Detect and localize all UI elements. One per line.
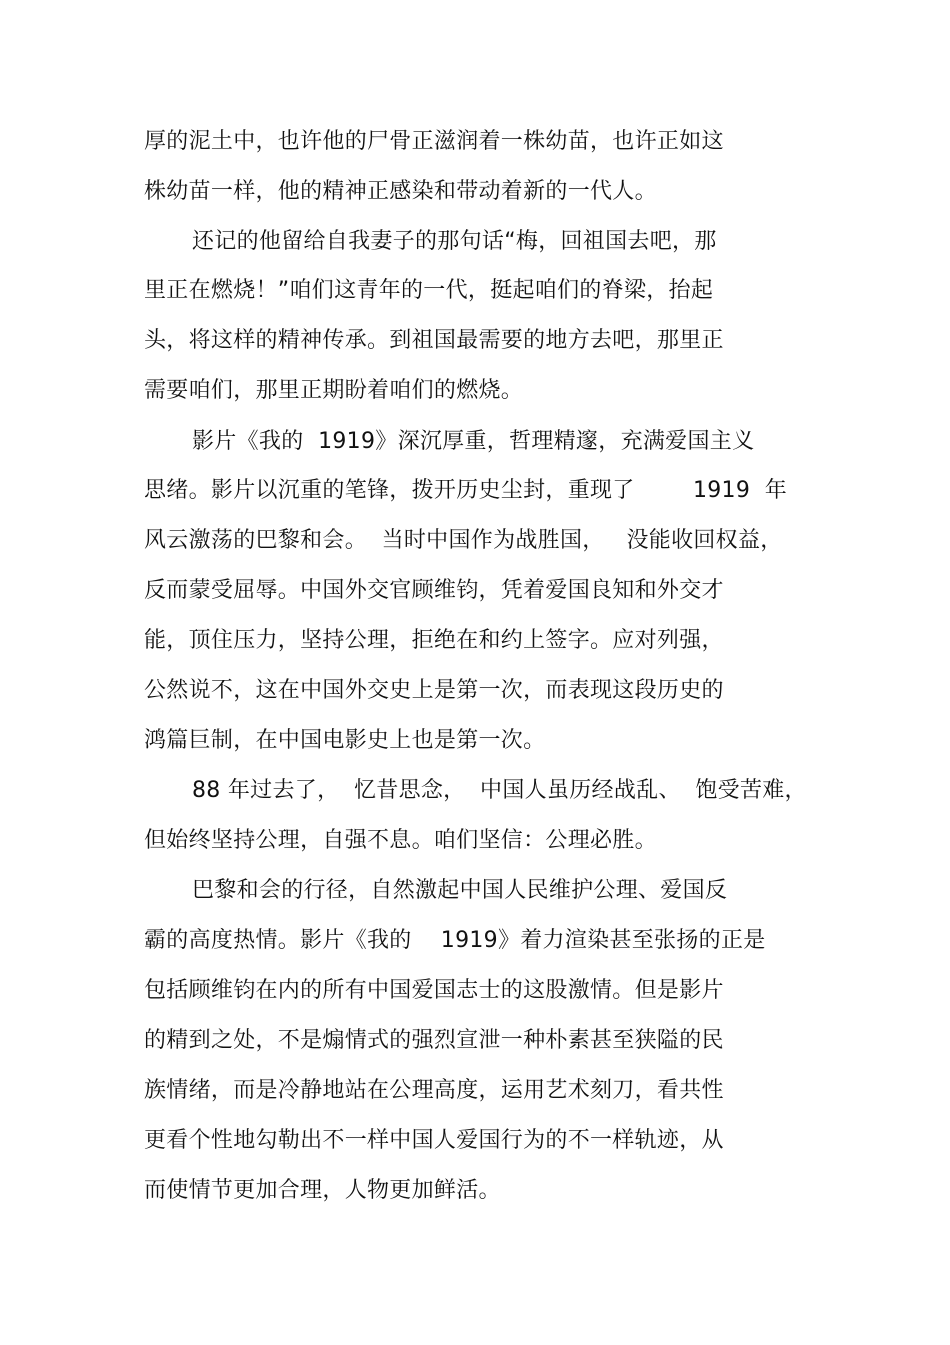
text-line: 反而蒙受屈辱。中国外交官顾维钧，凭着爱国良知和外交才 <box>144 578 724 603</box>
text-line: 厚的泥土中，也许他的尸骨正滋润着一株幼苗，也许正如这 <box>144 129 724 154</box>
text-line: 鸿篇巨制，在中国电影史上也是第一次。 <box>144 728 546 753</box>
text-line: 包括顾维钧在内的所有中国爱国志士的这股激情。但是影片 <box>144 978 724 1003</box>
text-line: 株幼苗一样，他的精神正感染和带动着新的一代人。 <box>144 179 657 204</box>
text-line: 但始终坚持公理，自强不息。咱们坚信：公理必胜。 <box>144 828 657 853</box>
text-line: 族情绪，而是冷静地站在公理高度，运用艺术刻刀，看共性 <box>144 1078 724 1103</box>
text-line: 而使情节更加合理，人物更加鲜活。 <box>144 1178 501 1203</box>
text-line: 的精到之处，不是煽情式的强烈宣泄一种朴素甚至狭隘的民 <box>144 1028 724 1053</box>
paragraph-start-line: 88 年过去了， 忆昔思念， 中国人虽历经战乱、 饱受苦难， <box>192 778 807 803</box>
text-line: 需要咱们，那里正期盼着咱们的燃烧。 <box>144 378 524 403</box>
paragraph-start-line: 影片《我的 1919》深沉厚重，哲理精邃，充满爱国主义 <box>192 429 755 454</box>
text-line: 公然说不，这在中国外交史上是第一次，而表现这段历史的 <box>144 678 724 703</box>
text-line: 里正在燃烧！”咱们这青年的一代，挺起咱们的脊梁，抬起 <box>144 278 714 303</box>
text-line: 霸的高度热情。影片《我的 1919》着力渲染甚至张扬的正是 <box>144 928 766 953</box>
paragraph-start-line: 巴黎和会的行径，自然激起中国人民维护公理、爱国反 <box>192 878 728 903</box>
text-line: 风云激荡的巴黎和会。 当时中国作为战胜国， 没能收回权益， <box>144 528 783 553</box>
paragraph-start-line: 还记的他留给自我妻子的那句话“梅，回祖国去吧，那 <box>192 229 717 254</box>
text-line: 头，将这样的精神传承。到祖国最需要的地方去吧，那里正 <box>144 328 724 353</box>
text-line: 更看个性地勾勒出不一样中国人爱国行为的不一样轨迹，从 <box>144 1128 724 1153</box>
text-line: 能，顶住压力，坚持公理，拒绝在和约上签字。应对列强， <box>144 628 724 653</box>
text-line: 思绪。影片以沉重的笔锋，拨开历史尘封，重现了 1919 年 <box>144 478 788 503</box>
